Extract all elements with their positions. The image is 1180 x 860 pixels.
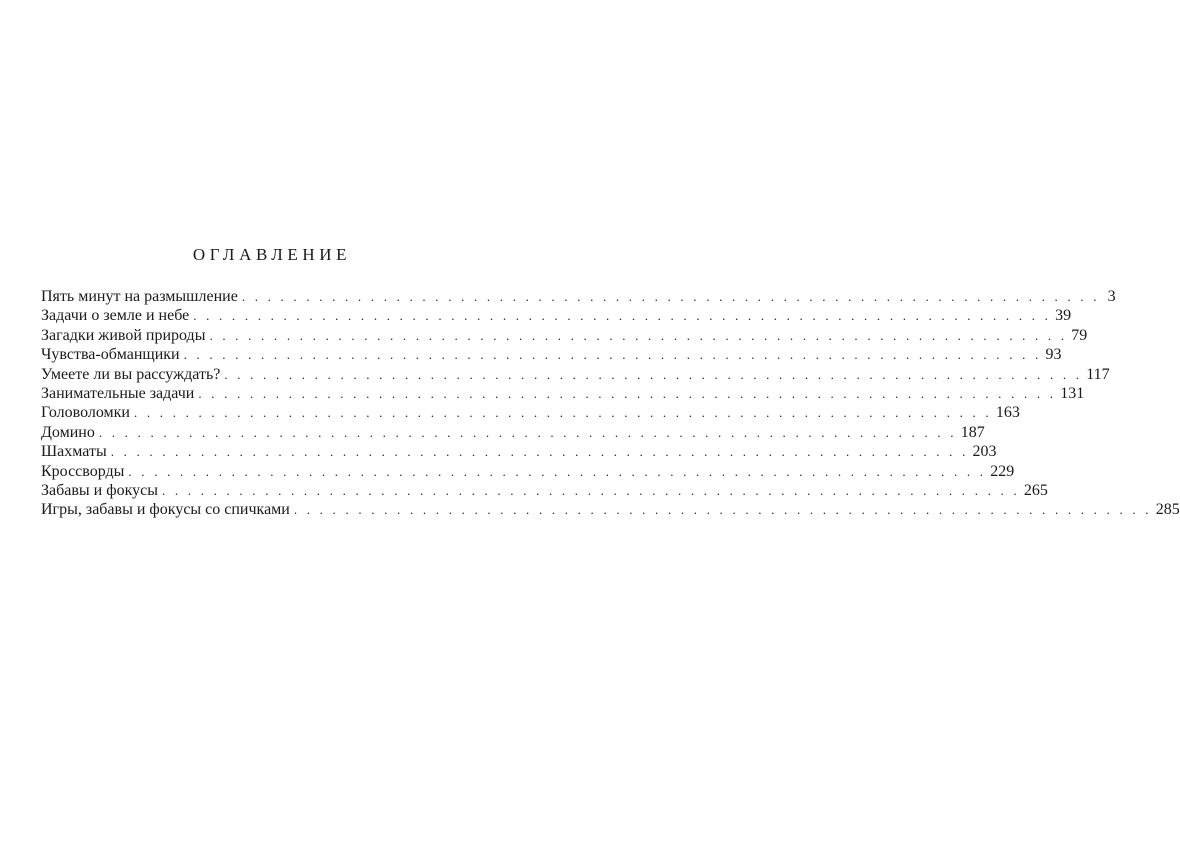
toc-entry	[41, 423, 985, 442]
toc-entry-page: 3	[1107, 288, 1116, 305]
toc-entry-title: Занимательные задачи	[41, 384, 195, 402]
toc-entry-page: 265	[1023, 481, 1048, 499]
toc-leader-dots: . . . . . . . . . . . . . . . . . . . . . . . . . . . . . . . . . . . . . . . . . . . . . . . . . . . . . . . . . . . . . . . . . . .	[162, 482, 1020, 498]
toc-entry	[41, 326, 1088, 345]
toc-entry-title: Чувства-обманщики	[41, 346, 180, 364]
toc-leader-dots: . . . . . . . . . . . . . . . . . . . . . . . . . . . . . . . . . . . . . . . . . . . . . . . . . . . . . . . . . . . . . . . . . . .	[128, 463, 987, 479]
toc-entry-title: Загадки живой природы	[41, 326, 206, 344]
toc-entry-page: 117	[1086, 365, 1110, 383]
toc-leader-dots: . . . . . . . . . . . . . . . . . . . . . . . . . . . . . . . . . . . . . . . . . . . . . . . . . . . . . . . . . . . . . . . . . . .	[241, 289, 1100, 304]
toc-entry-title: Головоломки	[41, 404, 130, 422]
toc-leader-dots: . . . . . . . . . . . . . . . . . . . . . . . . . . . . . . . . . . . . . . . . . . . . . . . . . . . . . . . . . . . . . . . . . . .	[183, 347, 1042, 363]
table-of-contents	[41, 287, 1180, 520]
toc-entry	[41, 481, 1048, 500]
toc-leader-dots: . . . . . . . . . . . . . . . . . . . . . . . . . . . . . . . . . . . . . . . . . . . . . . . . . . . . . . . . . . . . . . . . . . .	[110, 444, 969, 460]
toc-entry	[41, 403, 1020, 422]
toc-entry-page: 93	[1045, 346, 1062, 364]
toc-entry-title: Кроссворды	[41, 462, 125, 480]
toc-leader-dots: . . . . . . . . . . . . . . . . . . . . . . . . . . . . . . . . . . . . . . . . . . . . . . . . . . . . . . . . . . . . . . . . . . .	[209, 327, 1068, 343]
toc-entry-title: Домино	[41, 423, 95, 441]
toc-entry-page: 131	[1060, 384, 1085, 402]
toc-entry-page: 79	[1071, 326, 1088, 344]
toc-entry-title: Задачи о земле и небе	[41, 307, 190, 325]
toc-entry	[41, 365, 1110, 384]
toc-entry	[41, 500, 1180, 519]
toc-entry-title: Забавы и фокусы	[41, 481, 158, 499]
toc-leader-dots: . . . . . . . . . . . . . . . . . . . . . . . . . . . . . . . . . . . . . . . . . . . . . . . . . . . . . . . . . . . . . . . . . . .	[224, 366, 1083, 382]
toc-entry-page: 229	[990, 462, 1015, 480]
toc-entry	[41, 287, 1116, 306]
toc-leader-dots: . . . . . . . . . . . . . . . . . . . . . . . . . . . . . . . . . . . . . . . . . . . . . . . . . . . . . . . . . . . . . . . . . . .	[98, 424, 957, 440]
toc-entry-page: 203	[972, 443, 997, 461]
toc-entry	[41, 345, 1062, 364]
page-title: ОГЛАВЛЕНИЕ	[192, 245, 352, 264]
toc-entry-title: Игры, забавы и фокусы со спичками	[41, 501, 290, 519]
toc-entry-title: Шахматы	[41, 443, 107, 461]
toc-entry	[41, 306, 1072, 325]
toc-entry-title: Умеете ли вы рассуждать?	[41, 365, 221, 383]
toc-entry-page: 39	[1055, 307, 1072, 325]
toc-leader-dots: . . . . . . . . . . . . . . . . . . . . . . . . . . . . . . . . . . . . . . . . . . . . . . . . . . . . . . . . . . . . . . . . . . .	[198, 385, 1057, 401]
toc-entry	[41, 384, 1085, 403]
toc-entry-page: 163	[995, 404, 1020, 422]
toc-entry	[41, 462, 1015, 481]
toc-entry-title: Пять минут на размышление	[41, 288, 238, 305]
toc-leader-dots: . . . . . . . . . . . . . . . . . . . . . . . . . . . . . . . . . . . . . . . . . . . . . . . . . . . . . . . . . . . . . . . . . . .	[134, 405, 992, 421]
toc-entry-page: 285	[1155, 501, 1180, 519]
toc-leader-dots: . . . . . . . . . . . . . . . . . . . . . . . . . . . . . . . . . . . . . . . . . . . . . . . . . . . . . . . . . . . . . . . . . . .	[193, 308, 1052, 324]
toc-leader-dots: . . . . . . . . . . . . . . . . . . . . . . . . . . . . . . . . . . . . . . . . . . . . . . . . . . . . . . . . . . . . . . . . . . .	[293, 502, 1152, 518]
toc-entry	[41, 442, 997, 461]
toc-entry-page: 187	[960, 423, 985, 441]
